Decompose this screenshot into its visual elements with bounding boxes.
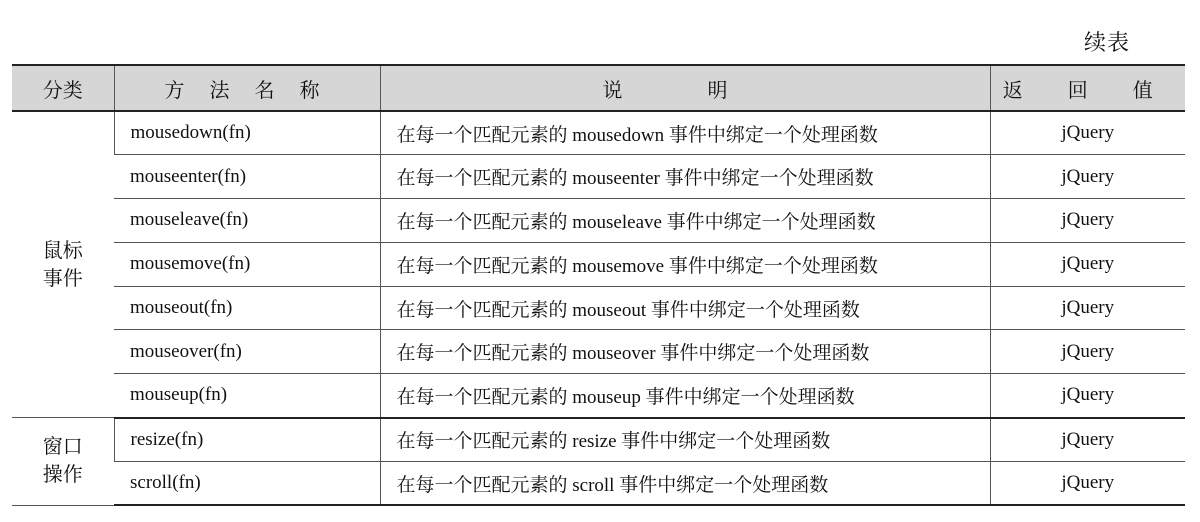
return-cell: jQuery xyxy=(990,242,1185,286)
description-cell: 在每一个匹配元素的 mousemove 事件中绑定一个处理函数 xyxy=(380,242,990,286)
category-label-line1: 窗口 xyxy=(42,436,83,459)
return-cell: jQuery xyxy=(990,418,1185,462)
table-header xyxy=(12,65,1185,111)
category-label-line2: 事件 xyxy=(42,267,83,290)
method-cell: mouseenter(fn) xyxy=(114,155,380,199)
table-row xyxy=(12,330,1185,374)
table-row xyxy=(12,155,1185,199)
table-row xyxy=(12,286,1185,330)
category-cell xyxy=(12,418,114,506)
table-row xyxy=(12,418,1185,462)
group-window-operations xyxy=(12,418,1185,506)
return-cell: jQuery xyxy=(990,461,1185,505)
method-cell: mousemove(fn) xyxy=(114,242,380,286)
table-row xyxy=(12,374,1185,418)
return-cell: jQuery xyxy=(990,330,1185,374)
return-cell: jQuery xyxy=(990,199,1185,243)
table-row xyxy=(12,242,1185,286)
method-cell: mousedown(fn) xyxy=(114,111,380,155)
return-cell: jQuery xyxy=(990,155,1185,199)
description-cell: 在每一个匹配元素的 mouseout 事件中绑定一个处理函数 xyxy=(380,286,990,330)
return-cell: jQuery xyxy=(990,111,1185,155)
return-cell: jQuery xyxy=(990,286,1185,330)
description-cell: 在每一个匹配元素的 mouseenter 事件中绑定一个处理函数 xyxy=(380,155,990,199)
header-return-value: 返 回 值 xyxy=(990,65,1185,111)
category-label-line1: 鼠标 xyxy=(42,239,83,262)
header-row xyxy=(12,65,1185,111)
api-methods-table xyxy=(12,64,1185,506)
method-cell: scroll(fn) xyxy=(114,461,380,505)
description-cell: 在每一个匹配元素的 mouseleave 事件中绑定一个处理函数 xyxy=(380,199,990,243)
method-cell: mouseleave(fn) xyxy=(114,199,380,243)
method-cell: mouseover(fn) xyxy=(114,330,380,374)
description-cell: 在每一个匹配元素的 scroll 事件中绑定一个处理函数 xyxy=(380,461,990,505)
table-row xyxy=(12,461,1185,505)
description-cell: 在每一个匹配元素的 mousedown 事件中绑定一个处理函数 xyxy=(380,111,990,155)
header-method: 方 法 名 称 xyxy=(114,65,380,111)
table-row xyxy=(12,199,1185,243)
method-cell: mouseout(fn) xyxy=(114,286,380,330)
category-cell xyxy=(12,111,114,418)
table-row xyxy=(12,111,1185,155)
description-cell: 在每一个匹配元素的 resize 事件中绑定一个处理函数 xyxy=(380,418,990,462)
group-mouse-events xyxy=(12,111,1185,418)
return-cell: jQuery xyxy=(990,374,1185,418)
header-description: 说 明 xyxy=(380,65,990,111)
category-label-line2: 操作 xyxy=(42,464,83,487)
method-cell: resize(fn) xyxy=(114,418,380,462)
description-cell: 在每一个匹配元素的 mouseover 事件中绑定一个处理函数 xyxy=(380,330,990,374)
description-cell: 在每一个匹配元素的 mouseup 事件中绑定一个处理函数 xyxy=(380,374,990,418)
table-caption: 续表 xyxy=(1083,30,1130,55)
header-category: 分类 xyxy=(12,65,114,111)
method-cell: mouseup(fn) xyxy=(114,374,380,418)
